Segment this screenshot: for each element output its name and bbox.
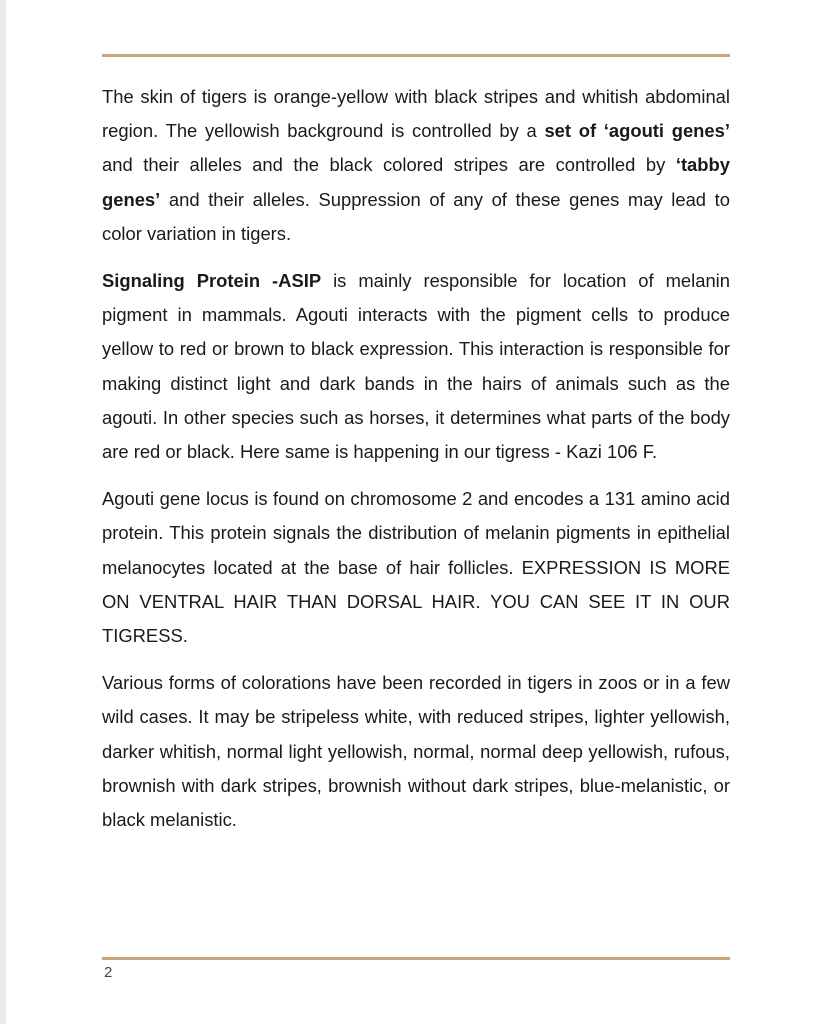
paragraph: [102, 264, 730, 469]
text-run: is mainly responsible for location of melanin pigment in mammals. Agouti interacts with the pigment cells to produce yellow to red or brown to black expression. This interaction is responsible for making distinct light and dark bands in the hairs of animals such as the agouti. In other species such as horses, it determines what parts of the body are red or black. Here same is happening in our tigress - Kazi 106 F.: [102, 270, 730, 463]
document-page: [6, 0, 816, 1024]
bold-text-run: ‘tabby genes’: [102, 154, 730, 210]
text-run: and their alleles and the black colored stripes are controlled by: [102, 154, 676, 176]
paragraph: [102, 80, 730, 251]
paragraph: [102, 666, 730, 837]
bold-text-run: Signaling Protein -ASIP: [102, 270, 322, 292]
text-run: and their alleles. Suppression of any of these genes may lead to color variation in tigers.: [102, 188, 730, 244]
header-rule: [102, 54, 730, 57]
text-run: Various forms of colorations have been recorded in tigers in zoos or in a few wild cases. It may be stripeless white, with reduced stripes, lighter yellowish, darker whitish, normal light yellowish, normal, normal deep yellowish, rufous, brownish with dark stripes, brownish without dark stripes, blue-melanistic, or black melanistic.: [102, 672, 730, 831]
paragraph: [102, 482, 730, 653]
text-run: Agouti gene locus is found on chromosome 2 and encodes a 131 amino acid protein. This protein signals the distribution of melanin pigments in epithelial melanocytes located at the base of hair follicles. EXPRESSION IS MORE ON VENTRAL HAIR THAN DORSAL HAIR. YOU CAN SEE IT IN OUR TIGRESS.: [102, 488, 730, 647]
text-run: The skin of tigers is orange-yellow with black stripes and whitish abdominal region. The yellowish background is controlled by a: [102, 86, 730, 142]
footer-rule: [102, 957, 730, 960]
page-number: 2: [104, 964, 113, 981]
bold-text-run: set of ‘agouti genes’: [544, 120, 730, 142]
body-text: [102, 80, 730, 850]
